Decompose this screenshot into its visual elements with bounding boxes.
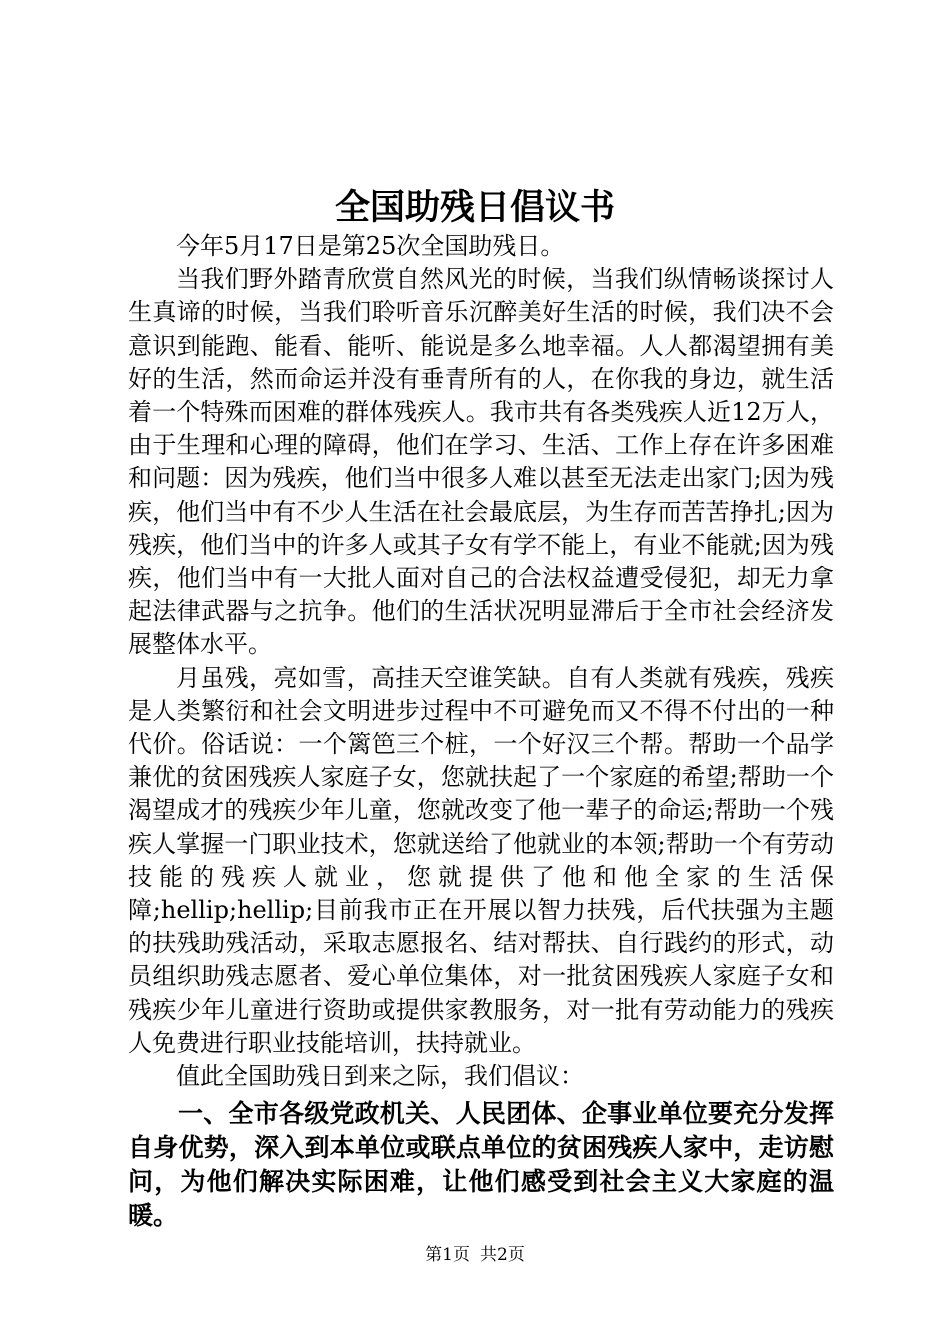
paragraph-intro: 今年5月17日是第25次全国助残日。 [176, 232, 565, 260]
paragraph-situation: 当我们野外踏青欣赏自然风光的时候，当我们纵情畅谈探讨人生真谛的时候，当我们聆听音乐沉醉美好生活的时候，我们决不会意识到能跑、能看、能听、能说是多么地幸福。人人都渴望拥有美好的生活，然而命运并没有垂青所有的人，在你我的身边，就生活着一个特殊而困难的群体残疾人。我市共有各类残疾人近12万人，由于生理和心理的障碍，他们在学习、生活、工作上存在许多困难和问题：因为残疾，他们当中很多人难以甚至无法走出家门;因为残疾，他们当中有不少人生活在社会最底层，为生存而苦苦挣扎;因为残疾，他们当中的许多人或其子女有学不能上，有业不能就;因为残疾，他们当中有一大批人面对自己的合法权益遭受侵犯，却无力拿起法律武器与之抗争。他们的生活状况明显滞后于全市社会经济发展整体水平。 [128, 265, 834, 659]
page-footer [0, 1244, 950, 1266]
paragraph-appeal: 月虽残，亮如雪，高挂天空谁笑缺。自有人类就有残疾，残疾是人类繁衍和社会文明进步过程中不可避免而又不得不付出的一种代价。俗话说：一个篱笆三个桩，一个好汉三个帮。帮助一个品学兼优的贫困残疾人家庭子女，您就扶起了一个家庭的希望;帮助一个渴望成才的残疾少年儿童，您就改变了他一辈子的命运;帮助一个残疾人掌握一门职业技术，您就送给了他就业的本领;帮助一个有劳动技能的残疾人就业，您就提供了他和他全家的生活保障;hellip;hellip;目前我市正在开展以智力扶残，后代扶强为主题的扶残助残活动，采取志愿报名、结对帮扶、自行践约的形式，动员组织助残志愿者、爱心单位集体，对一批贫困残疾人家庭子女和残疾少年儿童进行资助或提供家教服务，对一批有劳动能力的残疾人免费进行职业技能培训，扶持就业。 [128, 663, 834, 1057]
paragraph-proposal-intro: 值此全国助残日到来之际，我们倡议： [176, 1062, 584, 1091]
document-body [128, 230, 834, 1233]
page-total: 共2页 [480, 1245, 525, 1265]
paragraph-proposal-one: 一、全市各级党政机关、人民团体、企事业单位要充分发挥自身优势，深入到本单位或联点单位的贫困残疾人家中，走访慰问，为他们解决实际困难，让他们感受到社会主义大家庭的温暖。 [128, 1099, 834, 1231]
document-title: 全国助残日倡议书 [334, 187, 615, 228]
page-number: 第1页 [425, 1245, 470, 1265]
